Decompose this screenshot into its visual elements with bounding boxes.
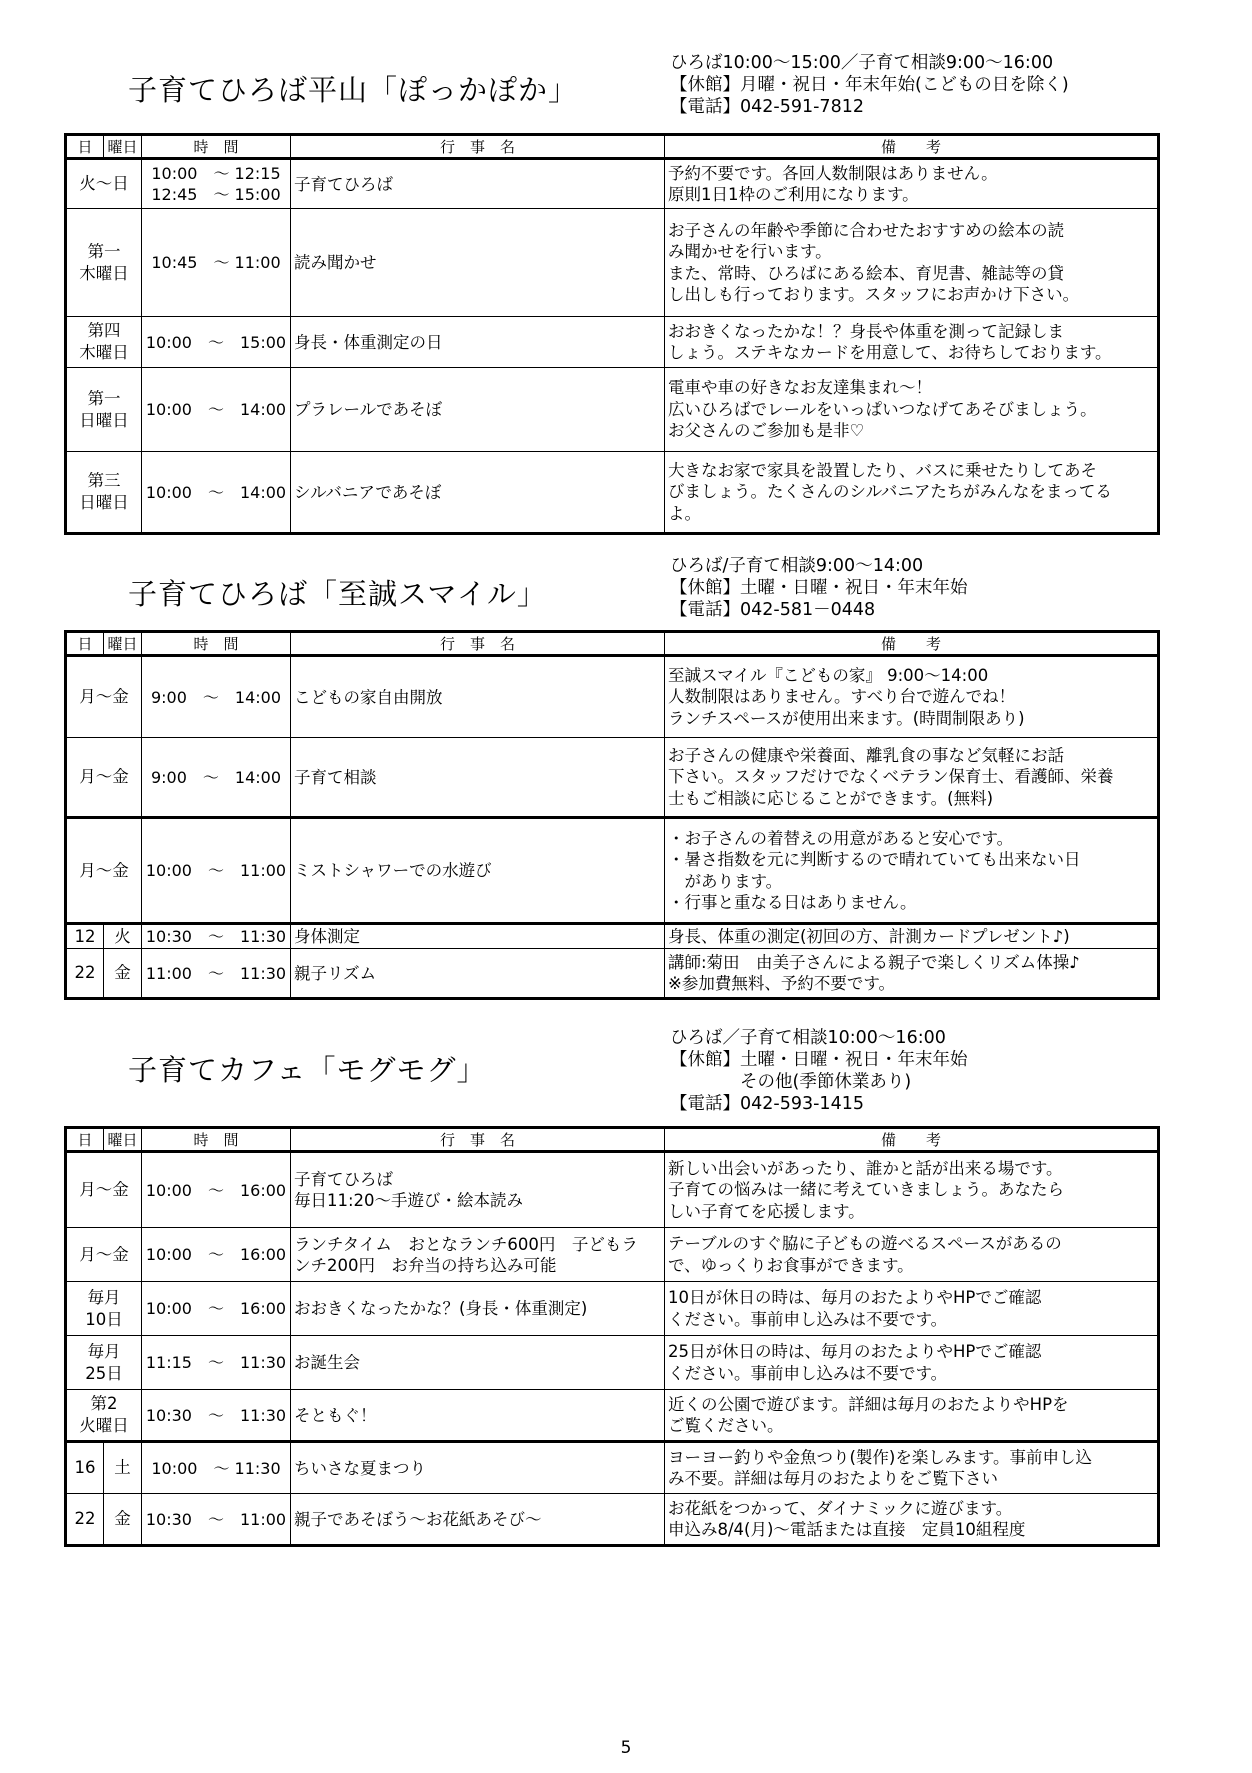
event-cell: そともぐ！ (291, 1390, 665, 1442)
note-line: 人数制限はありません。すべり台で遊んでね！ (668, 687, 1016, 707)
col-header-weekday: 曜日 (104, 632, 142, 656)
note-line: み聞かせを行います。 (668, 242, 832, 261)
time-cell: 11:00 ～ 11:30 (142, 949, 291, 999)
col-header-day: 日 (66, 632, 104, 656)
event-cell: ちいさな夏まつり (291, 1442, 665, 1494)
table-row (66, 656, 1159, 738)
note-line: しい子育てを応援します。 (668, 1201, 865, 1221)
day-text: 第四 木曜日 (79, 321, 129, 362)
note-cell (665, 452, 1159, 534)
note-cell (665, 317, 1159, 368)
note-line: ・暑さ指数を元に判断するので晴れていても出来ない日 (668, 850, 1081, 869)
section-title: 子育てカフェ「モグモグ」 (128, 1053, 487, 1087)
day-cell (66, 317, 142, 368)
col-header-note: 備 考 (665, 1128, 1159, 1152)
time-cell: 10:00 ～ 11:00 (142, 818, 291, 924)
note-cell (665, 1390, 1159, 1442)
note-line: お父さんのご参加も是非♡ (668, 421, 865, 441)
time-cell: 10:00 ～ 14:00 (142, 452, 291, 534)
note-line: があります。 (668, 871, 783, 891)
col-header-event: 行 事 名 (291, 1128, 665, 1152)
day-cell: 月～金 (66, 1228, 142, 1282)
note-cell (665, 368, 1159, 452)
note-cell (665, 738, 1159, 818)
weekday-cell: 土 (104, 1442, 142, 1494)
info-line: ひろば/子育て相談9:00～14:00 (670, 556, 924, 576)
time-cell: 9:00 ～ 14:00 (142, 738, 291, 818)
note-cell (665, 159, 1159, 209)
day-text: 第三 日曜日 (79, 471, 129, 512)
note-line: 電車や車の好きなお友達集まれ～！ (668, 378, 932, 398)
date-cell: 12 (66, 924, 104, 949)
day-cell (66, 1336, 142, 1390)
note-line: お子さんの年齢や季節に合わせたおすすめの絵本の読 (668, 220, 1065, 240)
time-cell: 10:00 ～ 15:00 (142, 317, 291, 368)
time-cell: 10:00 ～ 16:00 (142, 1228, 291, 1282)
weekday-cell: 金 (104, 949, 142, 999)
note-cell (665, 818, 1159, 924)
day-text: 毎月 25日 (85, 1341, 123, 1383)
time-text: 10:00 ～ 12:15 (151, 164, 281, 183)
note-line: 新しい出会いがあったり、誰かと話が出来る場です。 (668, 1158, 1063, 1178)
day-cell: 月～金 (66, 818, 142, 924)
day-cell (66, 1390, 142, 1442)
note-line: テーブルのすぐ脇に子どもの遊べるスペースがあるの (668, 1234, 1062, 1253)
note-cell (665, 1152, 1159, 1228)
note-line: 広いひろばでレールをいっぱいつなげてあそびましょう。 (668, 399, 1097, 419)
event-cell: シルバニアであそぼ (291, 452, 665, 534)
time-cell: 10:00 ～ 14:00 (142, 368, 291, 452)
note-line: 近くの公園で遊びます。詳細は毎月のおたよりやHPを (668, 1394, 1069, 1414)
col-header-time: 時 間 (142, 135, 291, 159)
note-line: 申込み8/4(月)～電話または直接 定員10組程度 (668, 1520, 1026, 1539)
time-cell: 10:30 ～ 11:30 (142, 1390, 291, 1442)
time-cell: 9:00 ～ 14:00 (142, 656, 291, 738)
info-line: 【電話】042-591-7812 (670, 97, 864, 117)
weekday-cell: 金 (104, 1494, 142, 1546)
table-row (66, 159, 1159, 209)
day-cell: 月～金 (66, 1152, 142, 1228)
time-cell: 10:00 ～ 16:00 (142, 1282, 291, 1336)
event-cell: 親子リズム (291, 949, 665, 999)
time-cell: 10:00 ～ 11:30 (142, 1442, 291, 1494)
event-line: 子育てひろば (294, 1170, 393, 1189)
event-cell: こどもの家自由開放 (291, 656, 665, 738)
date-cell: 22 (66, 1494, 104, 1546)
day-cell (66, 1282, 142, 1336)
info-line: 【休館】土曜・日曜・祝日・年末年始 (670, 1050, 968, 1070)
info-line: 【電話】042-581－0448 (670, 600, 876, 620)
col-header-time: 時 間 (142, 1128, 291, 1152)
table-row (66, 1390, 1159, 1442)
info-line: 【電話】042-593-1415 (670, 1094, 864, 1114)
note-cell (665, 949, 1159, 999)
day-text: 毎月 10日 (85, 1287, 123, 1329)
table-row (66, 317, 1159, 368)
date-cell: 16 (66, 1442, 104, 1494)
note-line: 大きなお家で家具を設置したり、バスに乗せたりしてあそ (668, 460, 1097, 480)
note-line: ください。事前申し込みは不要です。 (668, 1363, 948, 1383)
time-cell (142, 159, 291, 209)
note-line: ・お子さんの着替えの用意があると安心です。 (668, 828, 1014, 848)
table-row (66, 949, 1159, 999)
time-cell: 10:30 ～ 11:00 (142, 1494, 291, 1546)
event-cell: 身長・体重測定の日 (291, 317, 665, 368)
note-line: し出しも行っております。スタッフにお声かけ下さい。 (668, 285, 1080, 304)
note-line: 士もご相談に応じることができます。(無料) (668, 788, 994, 808)
note-cell (665, 209, 1159, 317)
section-info (670, 555, 968, 621)
note-line: 子育ての悩みは一緒に考えていきましょう。あなたら (668, 1180, 1064, 1200)
note-line: 至誠スマイル『こどもの家』 9:00～14:00 (668, 665, 989, 685)
day-cell: 火～日 (66, 159, 142, 209)
note-line: 講師:菊田 由美子さんによる親子で楽しくリズム体操♪ (668, 952, 1080, 972)
col-header-day: 日 (66, 135, 104, 159)
page-number: 5 (620, 1738, 632, 1758)
schedule-table (64, 1126, 1160, 1547)
note-cell (665, 1494, 1159, 1546)
col-header-day: 日 (66, 1128, 104, 1152)
note-cell: 身長、体重の測定(初回の方、計測カードプレゼント♪) (665, 924, 1159, 949)
time-text: 12:45 ～ 15:00 (151, 185, 281, 204)
col-header-event: 行 事 名 (291, 632, 665, 656)
col-header-weekday: 曜日 (104, 135, 142, 159)
event-cell: お誕生会 (291, 1336, 665, 1390)
day-cell (66, 209, 142, 317)
weekday-cell: 火 (104, 924, 142, 949)
note-cell (665, 1336, 1159, 1390)
info-line: ひろば／子育て相談10:00～16:00 (670, 1028, 946, 1048)
note-line: よ。 (668, 503, 701, 523)
note-line: み不要。詳細は毎月のおたよりをご覧下さい (668, 1469, 998, 1488)
col-header-note: 備 考 (665, 632, 1159, 656)
table-row (66, 1282, 1159, 1336)
col-header-note: 備 考 (665, 135, 1159, 159)
time-cell: 11:15 ～ 11:30 (142, 1336, 291, 1390)
note-line: びましょう。たくさんのシルバニアたちがみんなをまってる (668, 482, 1112, 502)
table-row (66, 1336, 1159, 1390)
day-cell (66, 368, 142, 452)
event-cell: 読み聞かせ (291, 209, 665, 317)
note-line: ※参加費無料、予約不要です。 (668, 974, 896, 993)
event-line: ランチタイム おとなランチ600円 子どもラ (294, 1234, 638, 1254)
col-header-event: 行 事 名 (291, 135, 665, 159)
event-cell: ミストシャワーでの水遊び (291, 818, 665, 924)
table-row (66, 452, 1159, 534)
note-line: ください。事前申し込みは不要です。 (668, 1309, 948, 1329)
table-row (66, 1494, 1159, 1546)
day-text: 第一 日曜日 (79, 388, 129, 430)
event-cell: 親子であそぼう～お花紙あそび～ (291, 1494, 665, 1546)
info-line: 【休館】月曜・祝日・年末年始(こどもの日を除く) (670, 75, 1069, 95)
time-cell: 10:00 ～ 16:00 (142, 1152, 291, 1228)
note-cell (665, 656, 1159, 738)
table-row (66, 818, 1159, 924)
note-cell (665, 1442, 1159, 1494)
section-title: 子育てひろば「至誠スマイル」 (128, 577, 547, 611)
note-cell (665, 1282, 1159, 1336)
event-cell (291, 1228, 665, 1282)
day-cell: 月～金 (66, 738, 142, 818)
time-cell: 10:45 ～ 11:00 (142, 209, 291, 317)
note-line: おおきくなったかな！？身長や体重を測って記録しま (668, 321, 1064, 341)
col-header-time: 時 間 (142, 632, 291, 656)
event-cell: プラレールであそぼ (291, 368, 665, 452)
day-cell: 月～金 (66, 656, 142, 738)
note-cell (665, 1228, 1159, 1282)
schedule-table (64, 133, 1160, 535)
day-text: 第2 火曜日 (79, 1394, 129, 1435)
info-line: ひろば10:00～15:00／子育て相談9:00～16:00 (670, 53, 1054, 73)
note-line: しょう。ステキなカードを用意して、お待ちしております。 (668, 343, 1112, 362)
note-line: 原則1日1枠のご利用になります。 (668, 185, 919, 204)
table-row (66, 738, 1159, 818)
event-cell: 身体測定 (291, 924, 665, 949)
day-cell (66, 452, 142, 534)
section-info (670, 52, 1069, 118)
info-line: その他(季節休業あり) (670, 1072, 912, 1092)
event-cell: 子育てひろば (291, 159, 665, 209)
note-line: 25日が休日の時は、毎月のおたよりやHPでご確認 (668, 1342, 1042, 1361)
note-line: また、常時、ひろばにある絵本、育児書、雑誌等の貸 (668, 263, 1064, 283)
event-line: 毎日11:20～手遊び・絵本読み (294, 1191, 524, 1210)
note-line: ヨーヨー釣りや金魚つり(製作)を楽しみます。事前申し込 (668, 1447, 1093, 1467)
note-line: お花紙をつかって、ダイナミックに遊びます。 (668, 1498, 1013, 1518)
note-line: お子さんの健康や栄養面、離乳食の事など気軽にお話 (668, 745, 1064, 765)
date-cell: 22 (66, 949, 104, 999)
table-row (66, 1152, 1159, 1228)
table-row (66, 924, 1159, 949)
note-line: ランチスペースが使用出来ます。(時間制限あり) (668, 708, 1025, 728)
section-title: 子育てひろば平山「ぽっかぽか」 (128, 73, 579, 107)
event-line: ンチ200円 お弁当の持ち込み可能 (294, 1255, 557, 1275)
schedule-table (64, 630, 1160, 1000)
note-line: ご覧ください。 (668, 1416, 784, 1435)
table-row (66, 1442, 1159, 1494)
event-cell: 子育て相談 (291, 738, 665, 818)
table-row (66, 368, 1159, 452)
table-row (66, 1228, 1159, 1282)
event-cell (291, 1152, 665, 1228)
event-cell: おおきくなったかな？(身長・体重測定) (291, 1282, 665, 1336)
note-line: 下さい。スタッフだけでなくベテラン保育士、看護師、栄養 (668, 767, 1114, 787)
section-info (670, 1027, 968, 1115)
col-header-weekday: 曜日 (104, 1128, 142, 1152)
note-line: 予約不要です。各回人数制限はありません。 (668, 163, 998, 183)
table-row (66, 209, 1159, 317)
day-text: 第一 木曜日 (79, 241, 129, 283)
note-line: ・行事と重なる日はありません。 (668, 893, 917, 912)
note-line: 10日が休日の時は、毎月のおたよりやHPでご確認 (668, 1288, 1042, 1307)
info-line: 【休館】土曜・日曜・祝日・年末年始 (670, 578, 968, 598)
time-cell: 10:30 ～ 11:30 (142, 924, 291, 949)
note-line: で、ゆっくりお食事ができます。 (668, 1255, 914, 1275)
